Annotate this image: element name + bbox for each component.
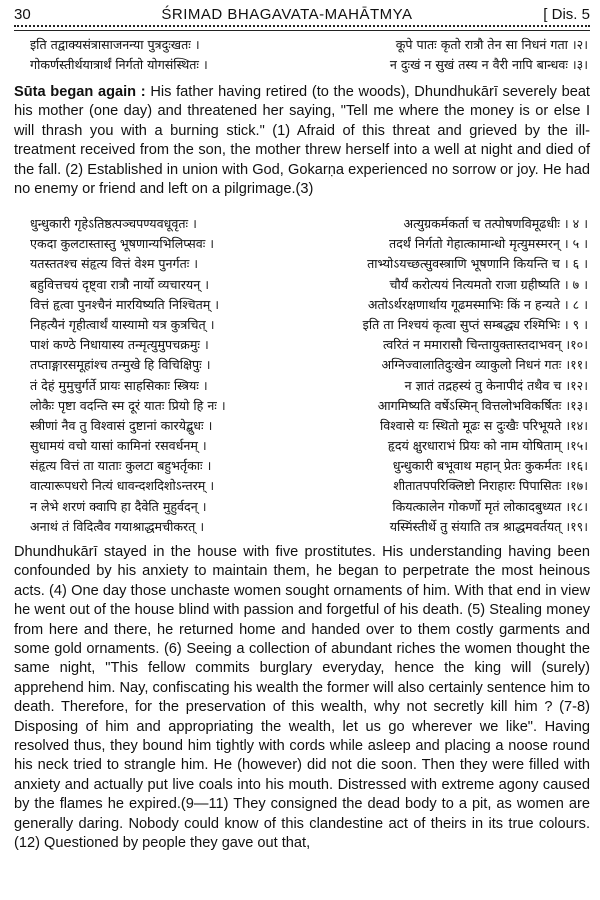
verse-second-half: चौर्यं करोत्ययं नित्यमतो राजा ग्रहीष्यति । ७ । bbox=[389, 276, 588, 292]
translation-paragraph-2 bbox=[14, 543, 590, 854]
verse-line bbox=[30, 234, 588, 254]
verse-first-half: एकदा कुलटास्तास्तु भूषणान्यभिलिप्सवः । bbox=[30, 236, 215, 252]
verse-line bbox=[30, 214, 588, 234]
verse-first-half: पाशं कण्ठे निधायास्य तन्मृत्युमुपचक्रमुः । bbox=[30, 337, 209, 353]
verse-second-half: अत्युग्रकर्मकर्ता च तत्पोषणविमूढधीः । ४ । bbox=[403, 216, 588, 231]
verse-second-half: विश्वासे यः स्थितो मूढः स दुःखैः परिभूयते ।१४। bbox=[380, 417, 588, 433]
verse-first-half: तं देहं मुमुचुर्गर्ते प्रायः साहसिकाः स्त्रियः । bbox=[30, 377, 208, 393]
verse-first-half: स्त्रीणां नैव तु विश्वासं दुष्टानां कारयेद्बुधः । bbox=[30, 417, 213, 433]
paragraph bbox=[14, 543, 590, 854]
verse-line bbox=[30, 476, 588, 496]
verse-line bbox=[30, 497, 588, 517]
verse-line bbox=[30, 35, 588, 55]
verse-first-half: सुधामयं वचो यासां कामिनां रसवर्धनम् । bbox=[30, 438, 207, 454]
verse-line bbox=[30, 335, 588, 355]
verse-first-half: वात्यारूपधरो नित्यं धावन्दशदिशोऽन्तरम् । bbox=[30, 478, 215, 494]
verse-line bbox=[30, 436, 588, 456]
page-number: 30 bbox=[14, 5, 31, 23]
paragraph-text: Dhundhukārī stayed in the house with five prostitutes. His understanding having been confounded by his anxiety to maintain them, he began to perpetrate the most heinous acts. (4) One day those unchaste women sought ornaments of him. With that end in view he went out of the house blind with passion and forgetful of his death. (5) Stealing money from here and there, he returned home and handed over to them costly garments and some gold ornaments. (6) Seeing a collection of abundant riches the women thought the same night, "This fellow commits burglary everyday, hence the king will (surely) apprehend him. Nay, confiscating his wealth the former will also certainly sentence him to death. Therefore, for the preservation of this wealth, why not secretly kill him ? (7-8) Disposing of him and appropriating the wealth, let us go wherever we like". Having resolved thus, they bound him tightly with cords while asleep and placing a noose round his neck tried to strangle him. He (however) did not die soon. Then they were filled with anxiety and actually put live coals into his mouth. Distressed with extreme agony caused by the flames he expired.(9—11) They consigned the dead body to a pit, as women are generally daring. Nobody could know of this clandestine act of theirs in its true colours. (12) Questioned by people they gave out that, bbox=[14, 544, 590, 852]
verse-second-half: ताभ्योऽयच्छत्सुवस्त्राणि भूषणानि कियन्ति च । ६ । bbox=[367, 256, 588, 272]
verse-block-top bbox=[30, 35, 588, 75]
verse-first-half: अनाथं तं विदित्वैव गयाश्राद्धमचीकरत् । bbox=[30, 518, 205, 534]
verse-first-half: वित्तं हृत्वा पुनश्चैनं मारयिष्यति निश्चितम् । bbox=[30, 296, 220, 312]
verse-second-half: कियत्कालेन गोकर्णो मृतं लोकादबुध्यत ।१८। bbox=[392, 498, 588, 514]
verse-line bbox=[30, 55, 588, 75]
verse-first-half: यतस्ततश्च संहृत्य वित्तं वेश्म पुनर्गतः । bbox=[30, 256, 199, 272]
verse-second-half: तदर्थं निर्गतो गेहात्कामान्धो मृत्युमस्मरन् । ५ । bbox=[388, 236, 588, 252]
translation-paragraph-1 bbox=[14, 83, 590, 199]
verse-first-half: बहुवित्तचयं दृष्ट्वा रात्रौ नार्यो व्यचारयन् । bbox=[30, 276, 209, 292]
verse-line bbox=[30, 315, 588, 335]
verse-line bbox=[30, 254, 588, 274]
verse-second-half: यस्मिंस्तीर्थे तु संयाति तत्र श्राद्धमवर्तयत् ।१९। bbox=[389, 518, 588, 534]
verse-second-half: आगमिष्यति वर्षेऽस्मिन् वित्तलोभविकर्षितः ।१३। bbox=[377, 397, 588, 413]
verse-first-half: इति तद्वाक्यसंत्रासाजनन्या पुत्रदुःखतः । bbox=[30, 37, 200, 52]
verse-second-half: धुन्धुकारी बभूवाथ महान् प्रेतः कुकर्मतः ।१६। bbox=[392, 458, 588, 474]
verse-second-half: न ज्ञातं तद्रहस्यं तु केनापीदं तथैव च ।१२। bbox=[404, 377, 588, 393]
verse-line bbox=[30, 416, 588, 436]
verse-first-half: गोकर्णस्तीर्थयात्रार्थं निर्गतो योगसंस्थितः । bbox=[30, 57, 208, 73]
verse-second-half: अग्निज्वालातिदुःखेन व्याकुलो निधनं गतः ।११। bbox=[381, 357, 588, 373]
header-rule bbox=[14, 25, 590, 31]
verse-second-half: त्वरितं न ममारासौ चिन्तायुक्तास्तदाभवन् ।१०। bbox=[382, 337, 588, 353]
paragraph bbox=[14, 83, 590, 199]
verse-line bbox=[30, 355, 588, 375]
verse-first-half: धुन्धुकारी गृहेऽतिष्ठत्पञ्चपण्यवधूवृतः । bbox=[30, 216, 197, 231]
verse-block-main bbox=[30, 214, 588, 537]
verse-second-half: इति ता निश्चयं कृत्वा सुप्तं सम्बद्ध्य रश्मिभिः । ९ । bbox=[362, 316, 588, 332]
verse-line bbox=[30, 517, 588, 537]
verse-first-half: न लेभे शरणं क्वापि हा दैवेति मुहुर्वदन् । bbox=[30, 498, 207, 514]
verse-line bbox=[30, 396, 588, 416]
verse-line bbox=[30, 295, 588, 315]
verse-line bbox=[30, 456, 588, 476]
verse-second-half: कूपे पातः कृतो रात्रौ तेन सा निधनं गता ।२। bbox=[395, 37, 588, 52]
verse-second-half: अतोऽर्थरक्षणार्थाय गूढमस्माभिः किं न हन्यते । ८ । bbox=[367, 296, 588, 312]
verse-first-half: लोकैः पृष्टा वदन्ति स्म दूरं यातः प्रियो हि नः । bbox=[30, 397, 226, 413]
verse-line bbox=[30, 376, 588, 396]
discourse-label: [ Dis. 5 bbox=[543, 5, 590, 23]
book-title: ŚRIMAD BHAGAVATA-MAHĀTMYA bbox=[161, 5, 413, 23]
verse-first-half: निहत्यैनं गृहीत्वार्थं यास्यामो यत्र कुत्रचित् । bbox=[30, 316, 215, 332]
running-header bbox=[14, 4, 590, 24]
verse-first-half: तप्ताङ्गारसमूहांश्च तन्मुखे हि विचिक्षिपुः । bbox=[30, 357, 211, 373]
paragraph-text: His father having retired (to the woods), Dhundhukārī severely beat his mother (one day) and threatened her saying, "Tell me where the money is or else I will thrash you with a burning stick." (1) Afraid of this threat and grieved by the ill-treatment received from the son, the mother threw herself into a well at night and died of the fall. (2) Established in union with God, Gokarṇa experienced no sorrow or joy. He had no enemy or friend and left on a pilgrimage.(3) bbox=[14, 84, 590, 198]
verse-first-half: संहृत्य वित्तं ता याताः कुलटा बहुभर्तृकाः । bbox=[30, 458, 212, 474]
speaker-lead: Sūta began again : bbox=[14, 84, 146, 100]
verse-second-half: हृदयं क्षुरधाराभं प्रियः को नाम योषिताम् ।१५। bbox=[387, 438, 588, 454]
verse-line bbox=[30, 275, 588, 295]
verse-second-half: न दुःखं न सुखं तस्य न वैरी नापि बान्धवः ।३। bbox=[389, 57, 588, 73]
verse-second-half: शीतातपपरिक्लिष्टो निराहारः पिपासितः ।१७। bbox=[393, 478, 588, 494]
